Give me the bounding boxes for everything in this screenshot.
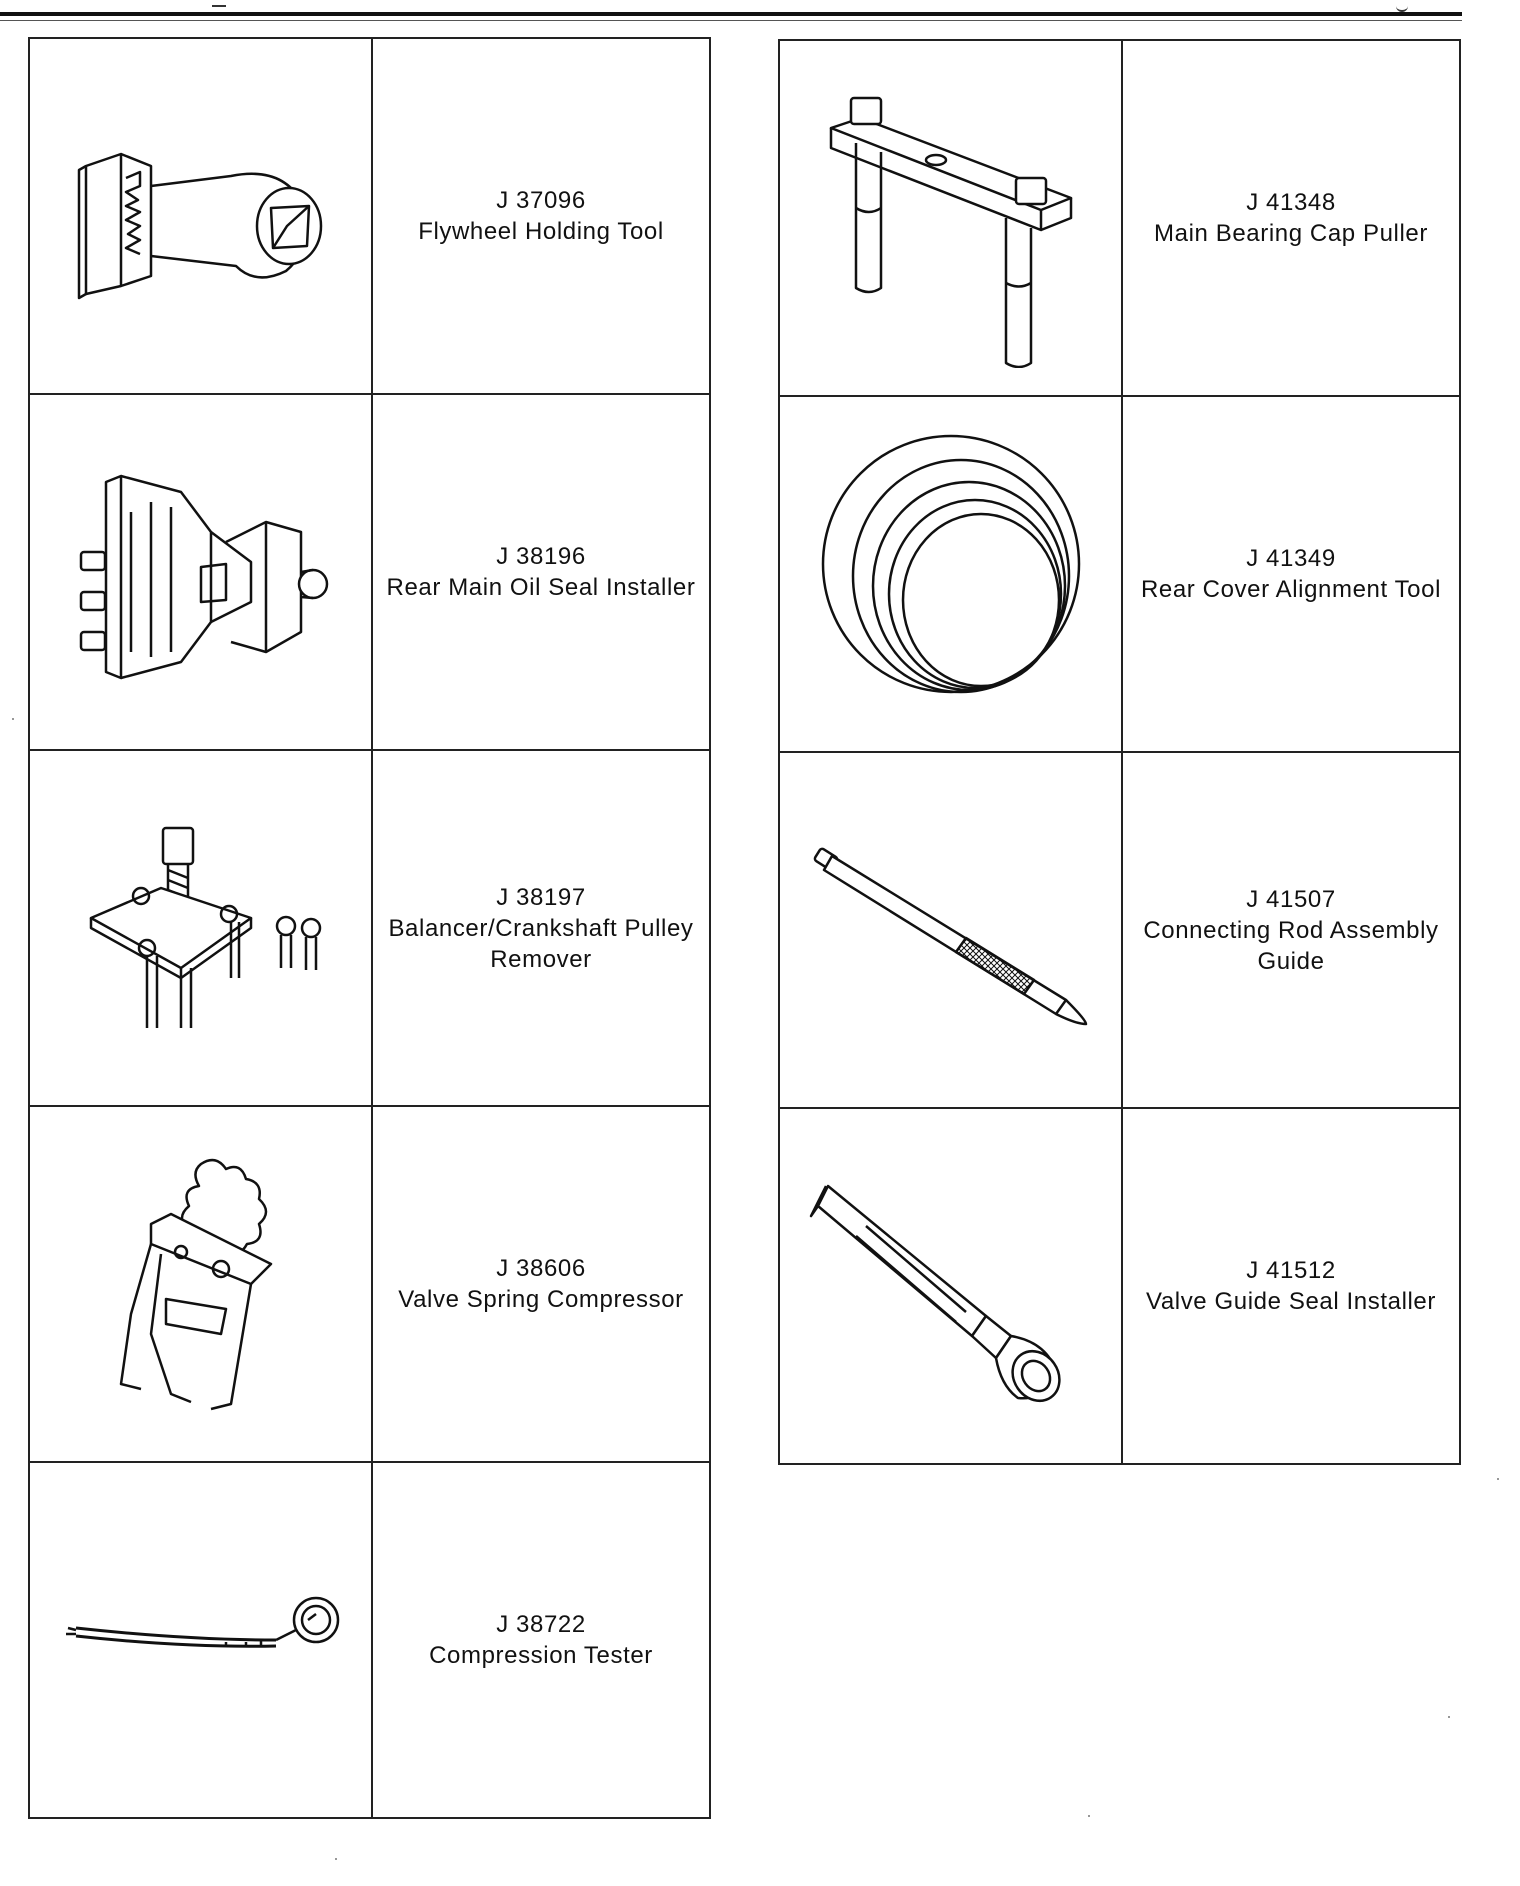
tool-label-cell — [372, 1106, 710, 1462]
tool-name: Main Bearing Cap Puller — [1154, 220, 1428, 247]
tool-label-cell — [372, 750, 710, 1106]
rear-main-oil-seal-installer-icon — [51, 452, 351, 692]
top-rule-thin — [0, 20, 1462, 21]
tool-name: Rear Cover Alignment Tool — [1140, 576, 1442, 603]
tool-number: J 41507 — [1246, 885, 1336, 913]
header-mark — [212, 5, 226, 7]
tool-number: J 38606 — [496, 1255, 586, 1282]
table-row — [29, 394, 710, 750]
scan-speck — [1497, 1478, 1499, 1480]
tool-name: Flywheel Holding Tool — [418, 218, 664, 245]
tool-label-cell — [372, 38, 710, 394]
balancer-pulley-remover-icon — [51, 808, 351, 1048]
tool-illustration-cell — [779, 752, 1122, 1108]
tool-illustration-cell — [779, 1108, 1122, 1464]
tool-number: J 38722 — [496, 1611, 586, 1638]
table-row — [29, 1462, 710, 1818]
tool-illustration-cell — [779, 40, 1122, 396]
tool-label-cell — [1122, 40, 1460, 396]
tool-illustration-cell — [29, 1462, 372, 1818]
tools-table-left — [28, 37, 711, 1819]
flywheel-holding-tool-icon — [51, 106, 351, 326]
tool-number: J 38196 — [496, 543, 586, 570]
header-mark — [1396, 4, 1408, 12]
tool-label-cell — [1122, 1108, 1460, 1464]
table-row — [779, 752, 1460, 1108]
tool-number: J 38197 — [496, 883, 586, 911]
tool-label-cell — [372, 394, 710, 750]
tool-illustration-cell — [29, 394, 372, 750]
scan-speck — [12, 718, 14, 720]
tool-name: Valve Guide Seal Installer — [1146, 1288, 1436, 1315]
scan-speck — [1088, 1815, 1090, 1817]
tool-label-cell — [1122, 396, 1460, 752]
tool-illustration-cell — [29, 750, 372, 1106]
tool-label-cell — [1122, 752, 1460, 1108]
valve-spring-compressor-icon — [51, 1134, 351, 1434]
main-bearing-cap-puller-icon — [801, 68, 1101, 368]
tool-number: J 41349 — [1246, 545, 1336, 572]
rear-cover-alignment-tool-icon — [801, 424, 1101, 724]
connecting-rod-guide-icon — [796, 810, 1106, 1050]
scan-speck — [1448, 1716, 1450, 1718]
tool-number: J 37096 — [496, 187, 586, 214]
table-row — [29, 1106, 710, 1462]
tool-label-cell — [372, 1462, 710, 1818]
tool-name: Rear Main Oil Seal Installer — [386, 574, 696, 601]
table-row — [29, 750, 710, 1106]
tool-number: J 41348 — [1246, 189, 1336, 216]
table-row — [29, 38, 710, 394]
tool-illustration-cell — [29, 1106, 372, 1462]
top-rule — [0, 12, 1462, 16]
scan-speck — [335, 1858, 337, 1860]
valve-guide-seal-installer-icon — [796, 1146, 1106, 1426]
tool-illustration-cell — [779, 396, 1122, 752]
tool-illustration-cell — [29, 38, 372, 394]
table-row — [779, 1108, 1460, 1464]
tool-name: Balancer/Crankshaft Pulley Remover — [388, 914, 694, 973]
tool-number: J 41512 — [1246, 1257, 1336, 1284]
tool-name: Valve Spring Compressor — [398, 1286, 684, 1313]
table-row — [779, 396, 1460, 752]
compression-tester-icon — [46, 1580, 356, 1700]
table-row — [779, 40, 1460, 396]
tools-table-right — [778, 39, 1461, 1465]
tool-name: Connecting Rod Assembly Guide — [1143, 916, 1439, 975]
tool-name: Compression Tester — [429, 1642, 653, 1669]
